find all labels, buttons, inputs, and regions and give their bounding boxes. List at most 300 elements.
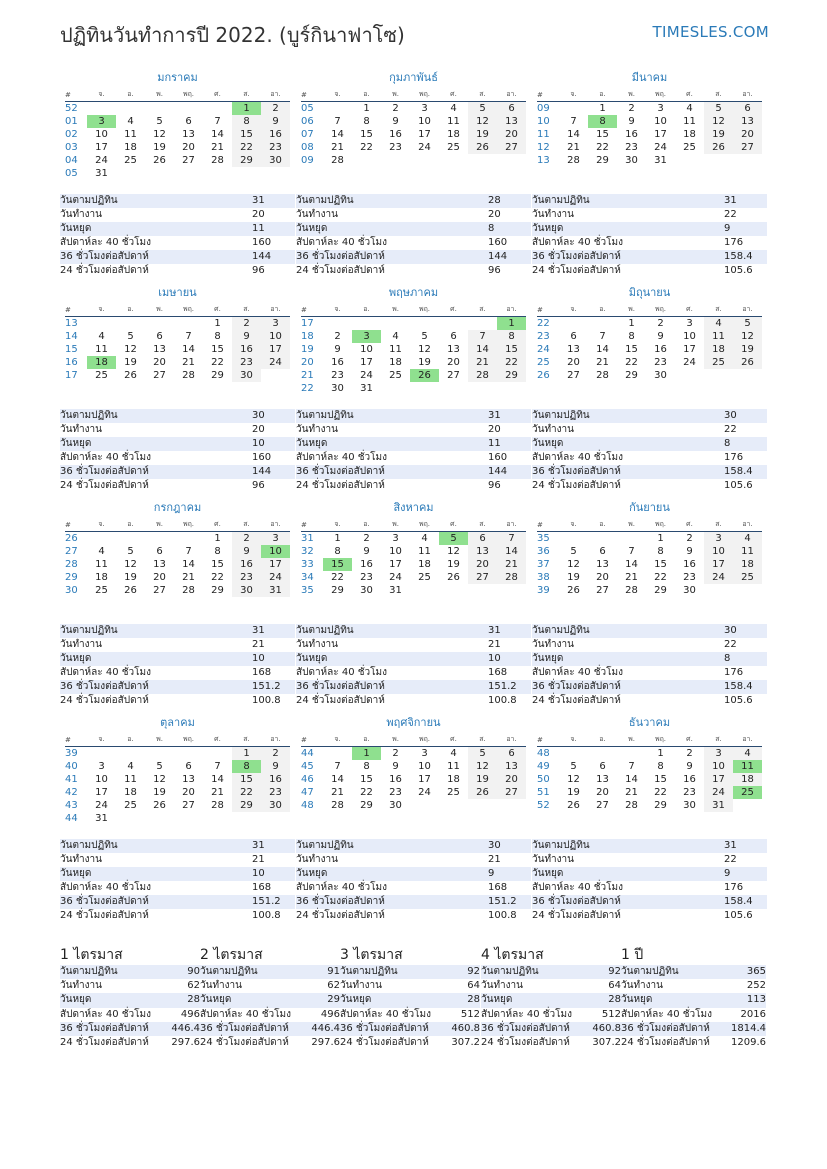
- day-cell: 23: [232, 356, 261, 369]
- day-cell: 28: [625, 585, 638, 596]
- day-cell: 15: [360, 129, 373, 140]
- day-cell: 14: [331, 129, 344, 140]
- summary-value: 2016: [740, 1008, 766, 1020]
- day-cell: 6: [156, 331, 163, 342]
- stat-value: 96: [488, 265, 501, 276]
- empty-day-cell: [174, 532, 203, 546]
- day-cell: 11: [124, 129, 137, 140]
- day-cell: 21: [625, 787, 638, 798]
- day-cell: 5: [127, 331, 134, 342]
- summary-row: [60, 1036, 200, 1050]
- stat-value: 9: [724, 868, 731, 879]
- day-cell: 12: [468, 760, 497, 773]
- month-calendar: [301, 286, 526, 395]
- month-stats: [296, 624, 531, 708]
- holiday-day-cell: 10: [261, 545, 290, 558]
- day-cell: 7: [628, 546, 635, 557]
- day-cell: 21: [567, 142, 580, 153]
- stat-label: วันหยุด: [60, 438, 92, 449]
- stat-value: 20: [488, 424, 501, 435]
- summary-row: [340, 965, 480, 979]
- day-cell: 29: [654, 800, 667, 811]
- day-cell: 28: [211, 155, 224, 166]
- day-cell: 4: [127, 761, 134, 772]
- stat-label: 24 ชั่วโมงต่อสัปดาห์: [296, 910, 385, 921]
- summary-title: 1 ปี: [621, 947, 644, 963]
- day-cell: 9: [334, 344, 341, 355]
- stat-row: [532, 222, 767, 236]
- weekday-header: ส.: [232, 88, 261, 102]
- summary-label: 36 ชั่วโมงต่อสัปดาห์: [340, 1022, 429, 1034]
- stat-value: 105.6: [724, 695, 753, 706]
- day-cell: 18: [733, 558, 762, 571]
- summary-label: วันทำงาน: [481, 980, 523, 992]
- stat-row: [296, 867, 531, 881]
- week-number: 13: [537, 155, 550, 166]
- day-cell: 26: [567, 800, 580, 811]
- stat-row: [296, 853, 531, 867]
- empty-day-cell: [588, 532, 617, 546]
- holiday-day-cell: 1: [352, 747, 381, 761]
- day-cell: 2: [261, 747, 290, 761]
- month-name: สิงหาคม: [393, 501, 434, 514]
- day-cell: 21: [331, 142, 344, 153]
- stat-label: วันตามปฏิทิน: [296, 410, 354, 421]
- summary-value: 90: [187, 966, 200, 977]
- weekday-header: พ.: [145, 733, 174, 747]
- month-calendar: [65, 71, 290, 180]
- month-table: [301, 88, 526, 167]
- month-table: [537, 733, 762, 812]
- day-cell: 9: [363, 546, 370, 557]
- summary-label: 24 ชั่วโมงต่อสัปดาห์: [60, 1036, 149, 1048]
- stat-row: [296, 895, 531, 909]
- stat-value: 31: [252, 195, 265, 206]
- summary-value: 446.4: [171, 1022, 200, 1034]
- stat-label: วันหยุด: [532, 653, 564, 664]
- day-cell: 19: [447, 559, 460, 570]
- week-number: 48: [537, 748, 550, 759]
- summary-label: วันทำงาน: [340, 980, 382, 992]
- empty-day-cell: [381, 317, 410, 331]
- stat-value: 30: [724, 625, 737, 636]
- day-cell: 30: [389, 800, 402, 811]
- day-cell: 8: [214, 546, 221, 557]
- stat-label: 36 ชั่วโมงต่อสัปดาห์: [60, 896, 149, 907]
- stat-label: วันทำงาน: [60, 209, 102, 220]
- stat-value: 176: [724, 452, 744, 463]
- stat-label: วันหยุด: [296, 438, 328, 449]
- summary-row: [621, 1008, 766, 1022]
- stat-row: [296, 437, 531, 451]
- weekday-header: ศ.: [675, 733, 704, 747]
- week-number: 35: [301, 585, 314, 596]
- empty-day-cell: [323, 747, 352, 761]
- stat-row: [60, 250, 295, 264]
- day-cell: 2: [392, 103, 399, 114]
- summary-row: [340, 1008, 480, 1022]
- stat-row: [60, 222, 295, 236]
- empty-day-cell: [468, 584, 497, 597]
- empty-day-cell: [323, 102, 352, 116]
- day-cell: 23: [389, 142, 402, 153]
- day-cell: 25: [447, 787, 460, 798]
- month-stats: [296, 839, 531, 923]
- week-number: 09: [301, 155, 314, 166]
- day-cell: 22: [331, 572, 344, 583]
- day-cell: 12: [153, 774, 166, 785]
- stat-value: 151.2: [488, 896, 517, 907]
- day-cell: 13: [497, 115, 526, 128]
- day-cell: 26: [153, 800, 166, 811]
- day-cell: 2: [628, 103, 635, 114]
- stat-value: 31: [724, 195, 737, 206]
- summary-value: 113: [746, 994, 766, 1006]
- day-cell: 11: [124, 774, 137, 785]
- day-cell: 22: [360, 142, 373, 153]
- day-cell: 11: [447, 116, 460, 127]
- day-cell: 6: [450, 331, 457, 342]
- stat-value: 158.4: [724, 681, 753, 692]
- day-cell: 10: [95, 774, 108, 785]
- week-number: 32: [301, 546, 314, 557]
- weekday-header: ส.: [468, 303, 497, 317]
- stat-label: วันทำงาน: [532, 639, 574, 650]
- stat-value: 31: [488, 410, 501, 421]
- summary-value: 365: [746, 966, 766, 977]
- day-cell: 14: [182, 559, 195, 570]
- month-calendar: [301, 71, 526, 167]
- month-calendar: [65, 286, 290, 382]
- stat-label: วันทำงาน: [296, 854, 338, 865]
- empty-day-cell: [675, 369, 704, 382]
- stat-label: 24 ชั่วโมงต่อสัปดาห์: [532, 480, 621, 491]
- summary-value: 297.6: [311, 1036, 340, 1048]
- empty-day-cell: [439, 317, 468, 331]
- stat-label: 36 ชั่วโมงต่อสัปดาห์: [296, 251, 385, 262]
- empty-day-cell: [617, 747, 646, 761]
- day-cell: 27: [468, 571, 497, 584]
- day-cell: 29: [596, 155, 609, 166]
- day-cell: 4: [704, 317, 733, 331]
- empty-day-cell: [352, 154, 381, 167]
- empty-day-cell: [87, 317, 116, 331]
- empty-day-cell: [559, 317, 588, 331]
- stat-row: [296, 680, 531, 694]
- day-cell: 23: [261, 141, 290, 154]
- stat-row: [60, 236, 295, 250]
- stat-value: 10: [252, 868, 265, 879]
- day-cell: 13: [497, 760, 526, 773]
- weekday-header: พฤ.: [410, 303, 439, 317]
- empty-day-cell: [704, 154, 733, 167]
- weekday-header: พ.: [617, 518, 646, 532]
- day-cell: 29: [625, 370, 638, 381]
- week-number: 35: [537, 533, 550, 544]
- summary-value: 64: [608, 980, 621, 992]
- month-name: มีนาคม: [631, 71, 668, 84]
- stat-row: [296, 479, 531, 493]
- stat-row: [532, 409, 767, 423]
- day-cell: 6: [733, 102, 762, 116]
- month-name: เมษายน: [158, 286, 197, 299]
- day-cell: 10: [360, 344, 373, 355]
- empty-day-cell: [497, 154, 526, 167]
- day-cell: 15: [211, 559, 224, 570]
- day-cell: 17: [418, 774, 431, 785]
- stat-row: [532, 624, 767, 638]
- day-cell: 27: [182, 800, 195, 811]
- day-cell: 18: [447, 774, 460, 785]
- weekday-header: อา.: [261, 303, 290, 317]
- day-cell: 3: [421, 103, 428, 114]
- month-table: [537, 88, 762, 167]
- summary-row: [481, 979, 621, 993]
- empty-day-cell: [468, 154, 497, 167]
- summary-value: 91: [327, 966, 340, 977]
- month-table: [65, 518, 290, 597]
- day-cell: 23: [389, 787, 402, 798]
- summary-row: [200, 965, 340, 979]
- stat-label: วันตามปฏิทิน: [296, 625, 354, 636]
- stat-label: สัปดาห์ละ 40 ชั่วโมง: [532, 237, 623, 248]
- stat-label: 24 ชั่วโมงต่อสัปดาห์: [296, 480, 385, 491]
- stat-value: 158.4: [724, 896, 753, 907]
- week-number: 36: [537, 546, 550, 557]
- day-cell: 10: [95, 129, 108, 140]
- day-cell: 25: [95, 585, 108, 596]
- day-cell: 25: [447, 142, 460, 153]
- month-calendar: [65, 716, 290, 825]
- weekday-header: ส.: [232, 518, 261, 532]
- summary-label: วันตามปฏิทิน: [621, 966, 679, 977]
- day-cell: 29: [232, 154, 261, 167]
- stat-value: 158.4: [724, 251, 753, 262]
- month-name: พฤษภาคม: [388, 286, 439, 299]
- holiday-day-cell: 8: [232, 760, 261, 773]
- summary-label: วันหยุด: [481, 994, 513, 1006]
- stat-row: [532, 853, 767, 867]
- day-cell: 24: [360, 370, 373, 381]
- weekday-header: พฤ.: [174, 88, 203, 102]
- stat-label: สัปดาห์ละ 40 ชั่วโมง: [532, 882, 623, 893]
- day-cell: 17: [95, 787, 108, 798]
- stat-row: [532, 881, 767, 895]
- weekday-header: ส.: [468, 518, 497, 532]
- stat-label: วันหยุด: [296, 223, 328, 234]
- empty-day-cell: [439, 382, 468, 395]
- summary-value: 29: [327, 994, 340, 1006]
- weekday-header: จ.: [323, 303, 352, 317]
- day-cell: 4: [450, 748, 457, 759]
- stat-row: [60, 624, 295, 638]
- weekday-header: อา.: [733, 88, 762, 102]
- weekday-header: อ.: [588, 518, 617, 532]
- day-cell: 16: [683, 774, 696, 785]
- day-cell: 14: [468, 343, 497, 356]
- empty-day-cell: [232, 812, 261, 825]
- month-table: [65, 733, 290, 825]
- summary-row: [200, 979, 340, 993]
- day-cell: 30: [232, 369, 261, 382]
- stat-label: 24 ชั่วโมงต่อสัปดาห์: [60, 265, 149, 276]
- summary-title: 1 ไตรมาส: [60, 947, 123, 963]
- stat-row: [296, 208, 531, 222]
- week-number: 22: [537, 318, 550, 329]
- brand-link[interactable]: TIMESLES.COM: [652, 23, 769, 41]
- holiday-day-cell: 3: [87, 115, 116, 128]
- weekday-header: #: [65, 88, 87, 102]
- empty-day-cell: [261, 167, 290, 180]
- weekday-header: พฤ.: [410, 733, 439, 747]
- stat-row: [296, 409, 531, 423]
- week-number: 09: [537, 103, 550, 114]
- stat-value: 176: [724, 882, 744, 893]
- day-cell: 27: [596, 800, 609, 811]
- week-number: 40: [65, 761, 78, 772]
- stat-value: 20: [488, 209, 501, 220]
- day-cell: 6: [570, 331, 577, 342]
- stat-label: สัปดาห์ละ 40 ชั่วโมง: [60, 667, 151, 678]
- day-cell: 2: [657, 318, 664, 329]
- weekday-header: จ.: [87, 303, 116, 317]
- day-cell: 2: [686, 748, 693, 759]
- stat-value: 168: [488, 882, 508, 893]
- day-cell: 27: [733, 141, 762, 154]
- week-number: 06: [301, 116, 314, 127]
- weekday-header: พฤ.: [646, 733, 675, 747]
- summary-row: [340, 993, 480, 1007]
- stat-label: สัปดาห์ละ 40 ชั่วโมง: [296, 237, 387, 248]
- day-cell: 19: [418, 357, 431, 368]
- empty-day-cell: [468, 799, 497, 812]
- empty-day-cell: [87, 747, 116, 761]
- day-cell: 11: [683, 116, 696, 127]
- stat-value: 8: [488, 223, 495, 234]
- weekday-header: ส.: [468, 733, 497, 747]
- day-cell: 5: [570, 761, 577, 772]
- week-number: 08: [301, 142, 314, 153]
- day-cell: 17: [95, 142, 108, 153]
- stat-row: [296, 694, 531, 708]
- day-cell: 4: [392, 331, 399, 342]
- weekday-header: ศ.: [203, 303, 232, 317]
- day-cell: 14: [211, 129, 224, 140]
- day-cell: 25: [704, 356, 733, 369]
- weekday-header: ศ.: [439, 88, 468, 102]
- holiday-day-cell: 15: [323, 558, 352, 571]
- empty-day-cell: [468, 382, 497, 395]
- day-cell: 1: [363, 103, 370, 114]
- week-number: 52: [537, 800, 550, 811]
- week-number: 14: [65, 331, 78, 342]
- day-cell: 17: [683, 344, 696, 355]
- day-cell: 1: [214, 318, 221, 329]
- day-cell: 6: [156, 546, 163, 557]
- empty-day-cell: [497, 799, 526, 812]
- summary-value: 28: [467, 994, 480, 1006]
- stat-value: 168: [488, 667, 508, 678]
- weekday-header: พ.: [381, 303, 410, 317]
- day-cell: 16: [683, 559, 696, 570]
- day-cell: 17: [704, 558, 733, 571]
- page-title: ปฏิทินวันทำการปี 2022. (บูร์กินาฟาโซ): [60, 23, 405, 47]
- stat-label: 24 ชั่วโมงต่อสัปดาห์: [296, 695, 385, 706]
- summary-label: 24 ชั่วโมงต่อสัปดาห์: [481, 1036, 570, 1048]
- summary-row: [621, 1022, 766, 1036]
- day-cell: 16: [232, 558, 261, 571]
- summary-row: [200, 1036, 340, 1050]
- month-calendar: [537, 716, 762, 812]
- weekday-header: #: [537, 518, 559, 532]
- summary-row: [481, 1022, 621, 1036]
- summary-value: 307.2: [592, 1036, 621, 1048]
- stat-row: [296, 222, 531, 236]
- empty-day-cell: [381, 382, 410, 395]
- week-number: 19: [301, 344, 314, 355]
- day-cell: 22: [211, 572, 224, 583]
- summary-value: 496: [180, 1008, 200, 1020]
- weekday-header: อา.: [497, 303, 526, 317]
- stat-row: [532, 895, 767, 909]
- day-cell: 8: [232, 115, 261, 128]
- day-cell: 8: [497, 330, 526, 343]
- day-cell: 18: [418, 559, 431, 570]
- day-cell: 19: [468, 773, 497, 786]
- stat-value: 168: [252, 667, 272, 678]
- stat-label: วันหยุด: [60, 868, 92, 879]
- week-number: 44: [301, 748, 314, 759]
- day-cell: 2: [392, 748, 399, 759]
- stat-row: [60, 867, 295, 881]
- day-cell: 23: [360, 572, 373, 583]
- day-cell: 5: [127, 546, 134, 557]
- weekday-header: อ.: [116, 303, 145, 317]
- day-cell: 3: [261, 317, 290, 331]
- weekday-header: ศ.: [439, 518, 468, 532]
- stat-label: 24 ชั่วโมงต่อสัปดาห์: [532, 910, 621, 921]
- day-cell: 29: [654, 585, 667, 596]
- day-cell: 20: [153, 572, 166, 583]
- week-number: 47: [301, 787, 314, 798]
- stat-label: วันทำงาน: [296, 209, 338, 220]
- day-cell: 7: [214, 761, 221, 772]
- week-number: 04: [65, 155, 78, 166]
- stat-row: [60, 437, 295, 451]
- month-table: [301, 518, 526, 597]
- stat-value: 22: [724, 424, 737, 435]
- stat-value: 176: [724, 237, 744, 248]
- summary-row: [621, 965, 766, 979]
- empty-day-cell: [116, 167, 145, 180]
- day-cell: 20: [182, 142, 195, 153]
- day-cell: 3: [704, 532, 733, 546]
- stat-row: [296, 839, 531, 853]
- stat-row: [532, 479, 767, 493]
- day-cell: 31: [704, 799, 733, 812]
- stat-row: [60, 409, 295, 423]
- stat-label: วันหยุด: [60, 653, 92, 664]
- period-summary: [340, 946, 480, 1050]
- stat-label: 24 ชั่วโมงต่อสัปดาห์: [60, 695, 149, 706]
- day-cell: 27: [153, 585, 166, 596]
- stat-row: [60, 465, 295, 479]
- week-number: 44: [65, 813, 78, 824]
- stat-row: [296, 236, 531, 250]
- weekday-header: จ.: [323, 733, 352, 747]
- day-cell: 17: [654, 129, 667, 140]
- day-cell: 21: [596, 357, 609, 368]
